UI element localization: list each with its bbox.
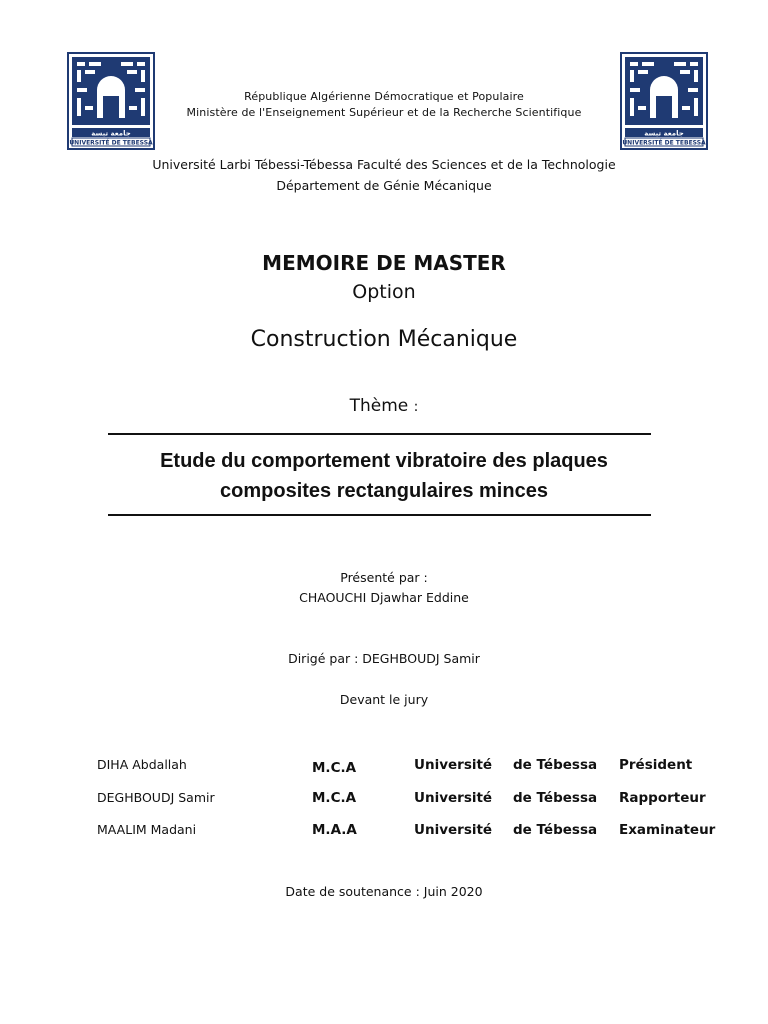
jury-row [0, 822, 768, 844]
jury-name: MAALIM Madani [97, 822, 197, 837]
theme-top-rule [108, 433, 651, 435]
jury-role: Rapporteur [619, 790, 706, 806]
theme-label-colon: : [413, 399, 419, 415]
jury-place: de Tébessa [513, 757, 598, 773]
department-line: Département de Génie Mécanique [276, 178, 492, 193]
jury-role: Examinateur [619, 822, 716, 838]
theme-label-text: Thème [349, 396, 409, 416]
theme-line-2: composites rectangulaires minces [220, 480, 548, 502]
jury-role: Président [619, 757, 693, 773]
jury-name: DEGHBOUDJ Samir [97, 790, 215, 805]
jury-row [0, 757, 768, 779]
svg-text:UNIVERSITÉ DE TEBESSA: UNIVERSITÉ DE TEBESSA [69, 139, 153, 147]
republic-line: République Algérienne Démocratique et Populaire [244, 90, 524, 103]
jury-university: Université [414, 822, 493, 838]
memoire-title: MEMOIRE DE MASTER [262, 251, 506, 275]
svg-text:جامعة تبسة: جامعة تبسة [91, 129, 131, 138]
defense-date: Date de soutenance : Juin 2020 [285, 884, 483, 899]
jury-place: de Tébessa [513, 822, 598, 838]
jury-university: Université [414, 757, 493, 773]
jury-label: Devant le jury [339, 692, 429, 707]
theme-line-1: Etude du comportement vibratoire des plaques [160, 450, 608, 472]
jury-name: DIHA Abdallah [97, 757, 187, 772]
specialty-title: Construction Mécanique [250, 327, 518, 352]
director-line: Dirigé par : DEGHBOUDJ Samir [288, 651, 480, 666]
presenter-label: Présenté par : [340, 570, 428, 585]
jury-grade: M.C.A [312, 760, 357, 776]
option-label: Option [352, 281, 416, 303]
svg-text:UNIVERSITÉ DE TEBESSA: UNIVERSITÉ DE TEBESSA [622, 139, 706, 147]
jury-row [0, 790, 768, 812]
theme-title [0, 446, 768, 506]
presenter-name: CHAOUCHI Djawhar Eddine [299, 590, 469, 605]
university-line: Université Larbi Tébessi-Tébessa Faculté des Sciences et de la Technologie [152, 157, 616, 172]
svg-text:جامعة تبسة: جامعة تبسة [644, 129, 684, 138]
theme-bottom-rule [108, 514, 651, 516]
jury-university: Université [414, 790, 493, 806]
jury-grade: M.C.A [312, 790, 357, 806]
ministry-line: Ministère de l'Enseignement Supérieur et de la Recherche Scientifique [186, 106, 582, 119]
jury-place: de Tébessa [513, 790, 598, 806]
theme-label [0, 396, 768, 416]
jury-grade: M.A.A [312, 822, 357, 838]
